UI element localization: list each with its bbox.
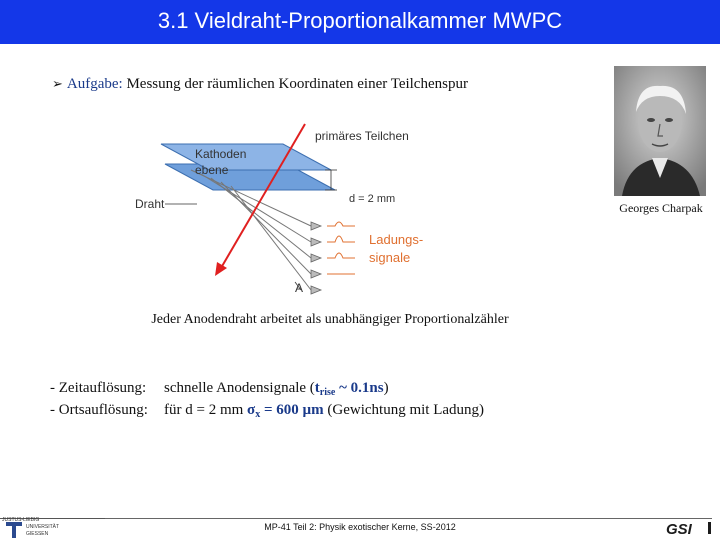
diagram-subcaption: Jeder Anodendraht arbeitet als unabhängiger Proportionalzähler <box>151 312 509 327</box>
track-arrowhead <box>215 262 227 276</box>
footer-divider <box>8 518 712 519</box>
svg-text:JUSTUS-LIEBIG: JUSTUS-LIEBIG <box>2 517 40 523</box>
time-resolution-text: schnelle Anodensignale ( <box>164 380 315 396</box>
title-bar <box>0 0 720 44</box>
time-resolution-line: - Zeitauflösung: schnelle Anodensignale ($t_{rise}$ ~ 0.1ns) <box>50 380 389 398</box>
task-line <box>52 76 468 93</box>
mwpc-diagram <box>135 118 445 296</box>
wire-label: Draht <box>135 197 165 211</box>
spacing-label: d = 2 mm <box>349 193 396 205</box>
arrow-bullet-icon: ➢ <box>52 77 63 92</box>
space-resolution-key: - Ortsauflösung: <box>50 402 148 418</box>
cathode-label-1: Kathoden <box>195 147 247 161</box>
svg-text:GSI: GSI <box>666 521 692 538</box>
svg-text:UNIVERSITÄT: UNIVERSITÄT <box>26 524 60 530</box>
space-resolution-line: - Ortsauflösung: für d = 2 mm $\sigma_x = 600$ µm (Gewichtung mit Ladung) <box>50 402 485 420</box>
svg-text:GIESSEN: GIESSEN <box>26 531 49 537</box>
footer-text: MP-41 Teil 2: Physik exotischer Kerne, SS-2012 <box>264 522 456 532</box>
slide-title: 3.1 Vieldraht-Proportionalkammer MWPC <box>157 8 563 33</box>
wire-ends <box>311 222 321 294</box>
space-resolution-text: für d = 2 mm <box>164 402 248 418</box>
space-resolution-value: $\sigma_x = 600$ µm <box>247 402 324 420</box>
gsi-logo <box>664 518 720 538</box>
task-text: Messung der räumlichen Koordinaten einer Teilchenspur <box>126 76 468 92</box>
cathode-label-2: ebene <box>195 163 229 177</box>
charge-signals <box>327 222 355 274</box>
portrait-caption: Georges Charpak <box>619 201 703 215</box>
task-label: Aufgabe: <box>66 76 123 92</box>
time-resolution-value: $t_{rise}$ ~ 0.1ns <box>314 380 384 398</box>
anode-label: A <box>295 281 304 295</box>
primary-particle-label: primäres Teilchen <box>315 129 409 143</box>
portrait-photo <box>614 66 706 196</box>
time-resolution-key: - Zeitauflösung: <box>50 380 147 396</box>
signal-label-2: signale <box>369 250 411 265</box>
signal-label-1: Ladungs- <box>369 232 424 247</box>
